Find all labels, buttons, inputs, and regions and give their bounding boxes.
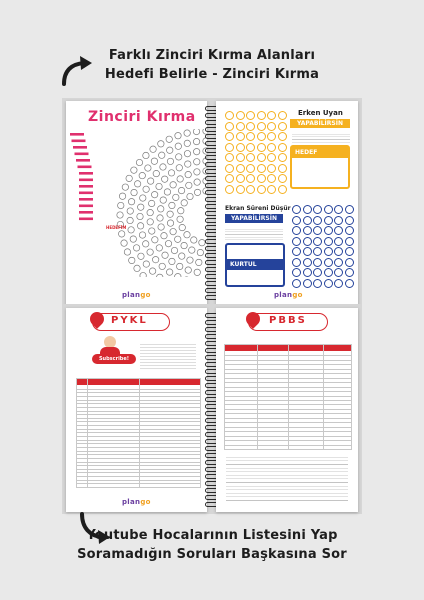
chain-circle	[246, 164, 255, 173]
chain-circle	[181, 242, 187, 248]
chain-circle	[186, 182, 192, 188]
chain-circle	[194, 269, 200, 275]
plango-logo: plango	[122, 291, 151, 299]
chain-circle	[334, 237, 343, 246]
pykl-logo	[92, 313, 170, 331]
chain-circle	[127, 217, 133, 223]
chain-circle	[149, 268, 155, 274]
chain-circle	[313, 226, 322, 235]
chain-circle	[345, 268, 354, 277]
chain-circle	[324, 258, 333, 267]
chain-circle	[313, 279, 322, 288]
chain-circle	[185, 161, 191, 167]
chain-circle	[236, 143, 245, 152]
chain-circle	[345, 205, 354, 214]
chain-circle	[128, 198, 134, 204]
chain-circle	[246, 153, 255, 162]
chain-circle	[185, 267, 191, 273]
ekran-badge: YAPABİLİRSİN	[225, 214, 283, 223]
chain-circle	[345, 237, 354, 246]
chain-circle	[170, 182, 176, 188]
chain-circle	[175, 132, 181, 138]
chain-circle	[166, 269, 172, 275]
chain-circle	[324, 216, 333, 225]
chain-circle	[303, 205, 312, 214]
chain-circle	[324, 205, 333, 214]
chain-circle	[176, 165, 182, 171]
chain-circle	[334, 258, 343, 267]
chain-circle	[185, 171, 191, 177]
chain-circle	[159, 263, 165, 269]
chain-circle	[164, 189, 170, 195]
chain-circle	[236, 185, 245, 194]
chain-circle	[345, 226, 354, 235]
chain-circle	[257, 164, 266, 173]
chain-circle	[278, 153, 287, 162]
chain-circle	[184, 232, 190, 238]
chain-circle	[184, 150, 190, 156]
chain-circle	[196, 259, 202, 265]
chain-circle	[225, 153, 234, 162]
chain-circle	[184, 140, 190, 146]
chain-label	[79, 211, 93, 214]
chain-circle	[122, 184, 128, 190]
chain-circle	[119, 193, 125, 199]
chain-circle	[181, 200, 187, 206]
chain-circle	[257, 122, 266, 131]
top-right-page	[216, 101, 358, 305]
chain-circle	[165, 240, 171, 246]
chain-circle	[158, 224, 164, 230]
chain-circle	[169, 202, 175, 208]
chain-circle	[292, 268, 301, 277]
chain-circle	[236, 164, 245, 173]
chain-circle	[313, 237, 322, 246]
curved-arrow-icon	[56, 54, 96, 90]
chain-circle	[257, 185, 266, 194]
chain-circle	[303, 216, 312, 225]
chain-circle	[257, 143, 266, 152]
chain-circle	[191, 237, 197, 243]
chain-circle	[194, 159, 200, 165]
chain-circle	[157, 274, 163, 277]
chain-circle	[246, 174, 255, 183]
chain-circle	[148, 200, 154, 206]
chain-circle	[178, 187, 184, 193]
chain-circle	[143, 152, 149, 158]
chain-circle	[130, 236, 136, 242]
chain-circle	[303, 226, 312, 235]
chain-circle	[267, 185, 276, 194]
chain-circle	[152, 237, 158, 243]
kurtul-box	[225, 243, 285, 287]
chain-circle	[129, 257, 135, 263]
chain-circle	[278, 143, 287, 152]
chain-circle	[225, 174, 234, 183]
chain-circle	[292, 258, 301, 267]
chain-circle	[267, 111, 276, 120]
chain-circle	[292, 226, 301, 235]
chain-circle	[118, 231, 124, 237]
chain-circle	[334, 216, 343, 225]
chain-circle	[118, 202, 124, 208]
chain-circle	[169, 258, 175, 264]
chain-circle	[177, 216, 183, 222]
chain-circle	[147, 219, 153, 225]
page-title: Zinciri Kırma	[88, 109, 196, 125]
chain-circle	[159, 152, 165, 158]
chain-circle	[345, 247, 354, 256]
chain-circle	[177, 263, 183, 269]
chain-circle	[303, 237, 312, 246]
erken-badge: YAPABİLİRSİN	[290, 119, 350, 128]
pykl-title: PYKL	[111, 315, 148, 326]
hedefim-label: HEDEFİM	[106, 225, 127, 230]
chain-circle	[127, 208, 133, 214]
chain-circle	[145, 165, 151, 171]
chain-circle	[194, 169, 200, 175]
chain-circle	[194, 179, 200, 185]
chain-circle	[236, 122, 245, 131]
chain-circle	[137, 213, 143, 219]
chain-circle	[246, 132, 255, 141]
chain-circle	[134, 181, 140, 187]
chain-circle	[278, 174, 287, 183]
chain-circle	[267, 143, 276, 152]
table-column-divider	[87, 379, 88, 487]
chain-circle	[124, 249, 130, 255]
chain-circle	[151, 191, 157, 197]
chain-circle	[175, 236, 181, 242]
chain-circle	[158, 206, 164, 212]
chain-circle	[303, 279, 312, 288]
chain-circle	[324, 279, 333, 288]
chain-label	[72, 140, 86, 143]
pykl-table	[76, 378, 201, 488]
chain-circle	[187, 257, 193, 263]
chain-label	[79, 218, 93, 221]
chain-label	[78, 166, 92, 169]
chain-circle	[179, 253, 185, 259]
chain-circle	[225, 185, 234, 194]
chain-circle	[257, 132, 266, 141]
chain-circle	[345, 216, 354, 225]
chain-circle	[175, 143, 181, 149]
chain-circle	[171, 247, 177, 253]
pbbs-title: PBBS	[269, 315, 307, 326]
chain-circle	[334, 226, 343, 235]
top-left-page	[66, 101, 207, 305]
ekran-note	[225, 227, 283, 241]
pbbs-table	[224, 344, 352, 450]
chain-circle	[173, 194, 179, 200]
chain-circle	[176, 154, 182, 160]
chain-circle	[236, 174, 245, 183]
chain-circle	[137, 223, 143, 229]
chain-circle	[246, 122, 255, 131]
chain-circle	[136, 159, 142, 165]
chain-circle	[246, 143, 255, 152]
bottom-caption	[0, 526, 424, 564]
chain-circle	[324, 237, 333, 246]
chain-circle	[292, 247, 301, 256]
chain-circle	[147, 209, 153, 215]
chain-circle	[257, 153, 266, 162]
chain-circle	[303, 268, 312, 277]
chain-circle	[147, 249, 153, 255]
chain-circle	[292, 237, 301, 246]
chain-circle	[292, 205, 301, 214]
chain-label	[79, 205, 93, 208]
chain-circle	[151, 158, 157, 164]
chain-circle	[156, 245, 162, 251]
chain-circle	[292, 216, 301, 225]
chain-circle	[334, 279, 343, 288]
chain-circle	[175, 273, 181, 277]
chain-circle	[166, 136, 172, 142]
chain-circle	[334, 205, 343, 214]
chain-circle	[140, 272, 146, 277]
chain-circle	[170, 228, 176, 234]
chain-circle	[157, 215, 163, 221]
chain-circle	[313, 216, 322, 225]
subscribe-button: Subscribe!	[92, 354, 136, 364]
chain-circle	[225, 122, 234, 131]
pbbs-logo	[248, 313, 328, 331]
chain-circle	[139, 172, 145, 178]
chain-circle	[167, 147, 173, 153]
chain-circle	[324, 268, 333, 277]
chain-circle	[150, 146, 156, 152]
chain-circle	[313, 268, 322, 277]
chain-circle	[193, 138, 199, 144]
chain-circle	[278, 122, 287, 131]
chain-circle	[160, 164, 166, 170]
chain-circle	[179, 224, 185, 230]
chain-circle	[147, 178, 153, 184]
chain-circle	[156, 183, 162, 189]
chain-circle	[303, 258, 312, 267]
hedef-label: HEDEF	[292, 147, 348, 158]
chain-circle	[303, 247, 312, 256]
bottom-caption-line2: Soramadığın Soruları Başkasına Sor	[77, 547, 347, 562]
top-caption-line1: Farklı Zinciri Kırma Alanları	[108, 48, 316, 63]
bottom-caption-line1: Youtube Hocalarının Listesini Yap	[86, 528, 338, 543]
chain-circle	[225, 164, 234, 173]
chain-circle	[161, 233, 167, 239]
chain-circle	[143, 261, 149, 267]
chain-circle	[167, 220, 173, 226]
chain-circle	[292, 279, 301, 288]
chain-circle	[313, 205, 322, 214]
bottom-right-page	[216, 308, 358, 512]
chain-circle	[225, 143, 234, 152]
chain-circle	[143, 186, 149, 192]
chain-circle	[267, 153, 276, 162]
chain-circle	[139, 232, 145, 238]
chain-circle	[225, 111, 234, 120]
chain-circle	[236, 111, 245, 120]
chain-label	[70, 133, 84, 136]
chain-circle	[140, 195, 146, 201]
chain-circle	[160, 197, 166, 203]
yellow-dot-grid	[225, 111, 287, 194]
chain-circle	[126, 175, 132, 181]
chain-circle	[197, 249, 203, 255]
plango-logo: plango	[122, 498, 151, 506]
chain-circle	[193, 129, 199, 135]
chain-label	[79, 172, 93, 175]
chain-circle	[128, 227, 134, 233]
chain-label	[76, 159, 90, 162]
chain-circle	[131, 167, 137, 173]
chain-circle	[178, 208, 184, 214]
chain-label	[73, 146, 87, 149]
hedef-box	[290, 145, 350, 189]
chain-circle	[278, 164, 287, 173]
bottom-left-page	[66, 308, 207, 512]
chain-label	[75, 153, 89, 156]
chain-circle	[278, 132, 287, 141]
chain-circle	[158, 141, 164, 147]
chain-circle	[168, 170, 174, 176]
chain-circle	[153, 170, 159, 176]
top-caption-line2: Hedefi Belirle - Zinciri Kırma	[104, 67, 320, 82]
chain-label	[79, 192, 93, 195]
chain-circle	[313, 258, 322, 267]
kurtul-label: KURTUL	[227, 259, 283, 270]
chain-circle	[257, 174, 266, 183]
plango-logo: plango	[274, 291, 303, 299]
chain-circle	[187, 193, 193, 199]
chain-circle	[324, 247, 333, 256]
ekran-heading: Ekran Süreni Düşür	[225, 205, 291, 212]
chain-circle	[133, 245, 139, 251]
chain-circle	[162, 252, 168, 258]
table-column-divider	[288, 345, 289, 449]
chain-circle	[117, 212, 123, 218]
chain-circle	[246, 185, 255, 194]
chain-circle	[143, 241, 149, 247]
chain-circle	[236, 153, 245, 162]
chain-circle	[278, 185, 287, 194]
chain-circle	[225, 132, 234, 141]
chain-circle	[246, 111, 255, 120]
chain-circle	[334, 268, 343, 277]
chain-circle	[138, 253, 144, 259]
chain-circle	[345, 279, 354, 288]
map-pin-icon	[243, 309, 263, 329]
chain-label	[79, 179, 93, 182]
chain-circle	[177, 176, 183, 182]
chain-circle	[334, 247, 343, 256]
chain-circle	[267, 164, 276, 173]
erken-heading: Erken Uyan	[298, 109, 343, 117]
chain-circle	[184, 130, 190, 136]
chain-circle	[193, 148, 199, 154]
chain-circle	[189, 247, 195, 253]
table-column-divider	[323, 345, 324, 449]
chain-circle	[149, 228, 155, 234]
chain-circle	[236, 132, 245, 141]
table-column-divider	[257, 345, 258, 449]
chain-circle	[138, 204, 144, 210]
chain-circle	[324, 226, 333, 235]
blue-dot-grid	[292, 205, 354, 288]
chain-circle	[313, 247, 322, 256]
chain-circle	[278, 111, 287, 120]
chain-circle	[121, 240, 127, 246]
table-row	[225, 449, 351, 450]
chain-circle	[267, 132, 276, 141]
chain-circle	[267, 122, 276, 131]
chain-circle	[134, 265, 140, 271]
chain-circle	[131, 189, 137, 195]
chain-fan	[66, 129, 207, 277]
erken-note	[292, 132, 350, 144]
chain-circle	[167, 158, 173, 164]
chain-circle	[267, 174, 276, 183]
chain-circle	[167, 211, 173, 217]
chain-circle	[194, 189, 200, 195]
table-column-divider	[139, 379, 140, 487]
intro-text	[140, 342, 196, 370]
chain-label	[79, 185, 93, 188]
chain-circle	[152, 256, 158, 262]
chain-circle	[257, 111, 266, 120]
map-pin-icon	[87, 309, 107, 329]
chain-circle	[345, 258, 354, 267]
table-row	[77, 487, 200, 488]
chain-label	[79, 198, 93, 201]
chain-circle	[162, 176, 168, 182]
notes-text	[226, 454, 348, 504]
